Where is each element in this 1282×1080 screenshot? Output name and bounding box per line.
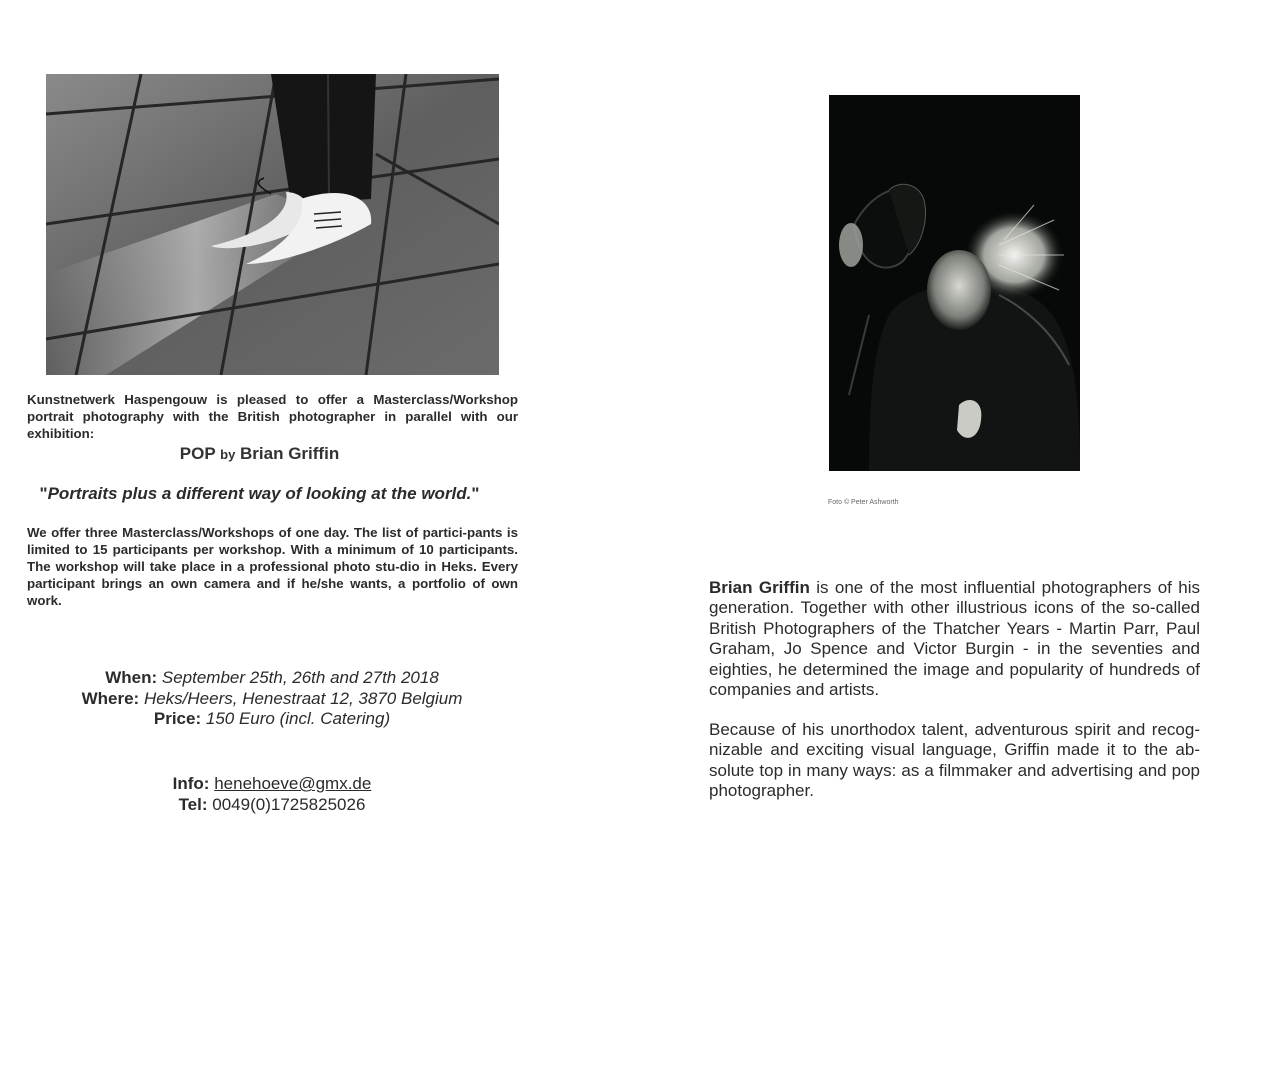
bio-name: Brian Griffin xyxy=(709,578,810,597)
when-label: When: xyxy=(105,668,158,687)
quote-text: Portraits plus a different way of looking at the world. xyxy=(47,484,472,503)
where-label: Where: xyxy=(81,688,140,708)
price-value: 150 Euro (incl. Catering) xyxy=(205,709,391,728)
quote-open-mark: " xyxy=(39,484,48,503)
portrait-photo xyxy=(829,95,1080,471)
when-value: September 25th, 26th and 27th 2018 xyxy=(161,668,439,687)
tel-label: Tel: xyxy=(178,794,208,814)
info-line xyxy=(27,774,517,795)
where-value: Heks/Heers, Henestraat 12, 3870 Belgium xyxy=(143,688,463,708)
event-details xyxy=(27,668,517,730)
quote xyxy=(27,484,492,504)
price-label: Price: xyxy=(153,709,202,728)
info-label: Info: xyxy=(172,774,210,793)
bio-paragraph-1-text: is one of the most influential photographers of his generation. Together with other illustrious icons of the so-called British Photographers of the Thatcher Years - Martin Parr, Paul Graham, Jo Spence and Victor Burgin - in the seventies and eighties, he determined the image and popularity of hundreds of companies and artists. xyxy=(709,578,1201,700)
tel-value: 0049(0)1725825026 xyxy=(212,794,366,814)
exhibition-title-artist: Brian Griffin xyxy=(240,444,340,463)
intro-paragraph: Kunstnetwerk Haspengouw is pleased to offer a Masterclass/Workshop portrait photography with the British photographer in parallel with our exhibition: xyxy=(27,392,518,441)
info-email-link[interactable]: henehoeve@gmx.de xyxy=(214,774,372,793)
quote-close-mark: " xyxy=(471,484,480,503)
bio-paragraph-2: Because of his unorthodox talent, adventurous spirit and recog-nizable and exciting visual language, Griffin made it to the ab-solute top in many ways: as a filmmaker and advertising and pop photographer. xyxy=(709,720,1200,801)
offer-paragraph: We offer three Masterclass/Workshops of one day. The list of partici-pants is limited to 15 participants per workshop. With a minimum of 10 participants. The workshop will take place in a professional photo stu-dio in Heks. Every participant brings an own camera and if he/she wants, a portfolio of own work. xyxy=(27,525,518,608)
shoes-photo xyxy=(46,74,499,375)
exhibition-title-pop: POP xyxy=(179,444,216,463)
photo-credit: Foto © Peter Ashworth xyxy=(828,499,899,506)
tel-line xyxy=(27,795,517,816)
where-line xyxy=(27,689,517,710)
bio-paragraph-1 xyxy=(709,578,1200,700)
contact-details xyxy=(27,774,517,815)
price-line xyxy=(27,709,517,730)
exhibition-title xyxy=(27,444,492,464)
when-line xyxy=(27,668,517,689)
exhibition-title-by: by xyxy=(220,447,236,462)
